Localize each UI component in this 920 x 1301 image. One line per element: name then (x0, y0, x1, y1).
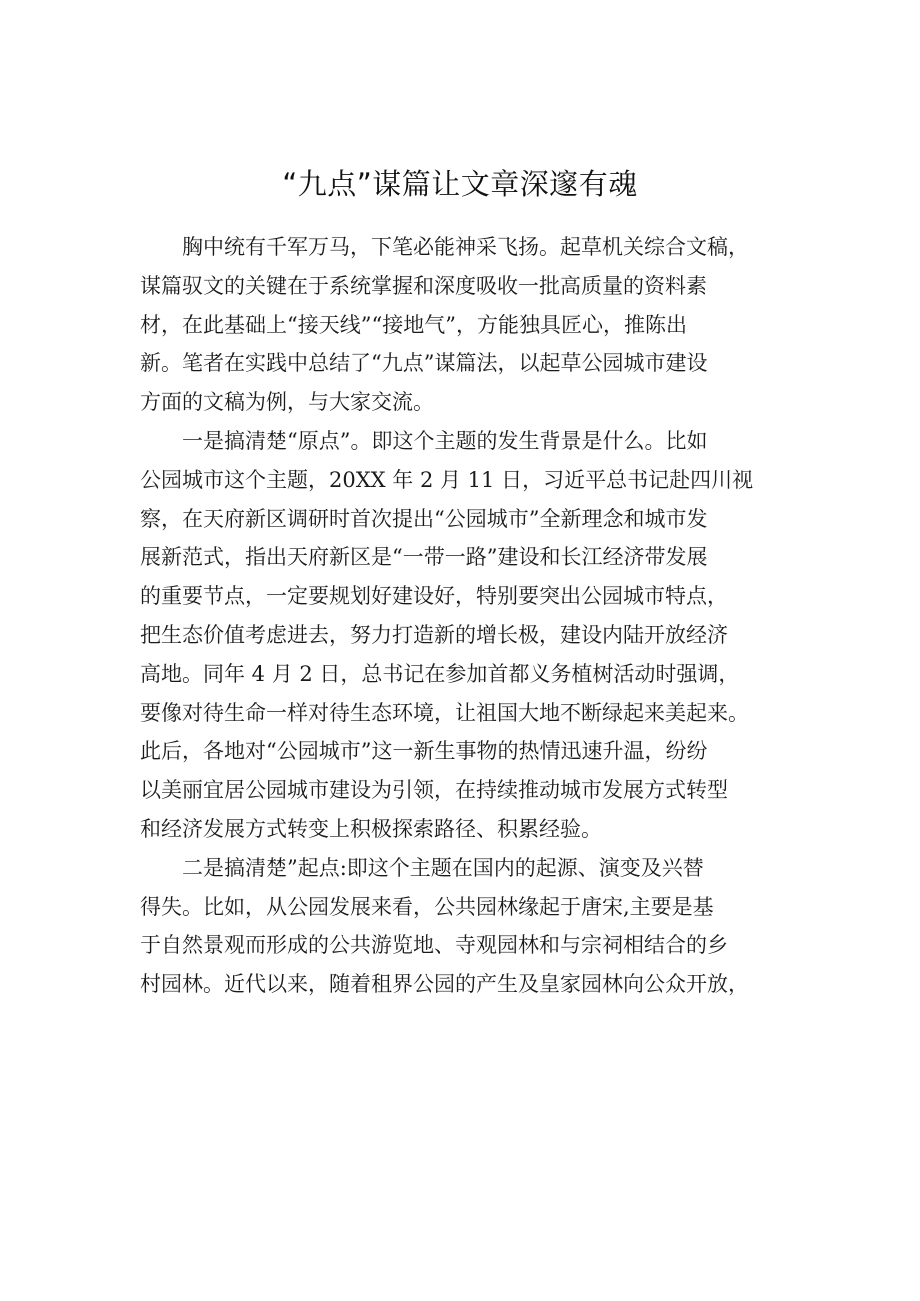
text-line: 胸中统有千军万马，下笔必能神采飞扬。起草机关综合文稿， (140, 235, 749, 259)
text-line: 高地。同年 4 月 2 日，总书记在参加首都义务植树活动时强调， (140, 661, 740, 686)
text-line: 和经济发展方式转变上积极探索路径、积累经验。 (140, 816, 602, 841)
text-line: 于自然景观而形成的公共游览地、寺观园林和与宗祠相结合的乡 (140, 933, 728, 958)
text-line: 新。笔者在实践中总结了“九点”谋篇法，以起草公园城市建设 (140, 351, 708, 376)
text-line: 此后，各地对“公园城市”这一新生事物的热情迅速升温，纷纷 (140, 739, 708, 764)
text-line: 展新范式，指出天府新区是“一带一路”建设和长江经济带发展 (140, 545, 708, 570)
text-line: 察，在天府新区调研时首次提出“公园城市”全新理念和城市发 (140, 506, 708, 531)
text-line: 的重要节点，一定要规划好建设好，特别要突出公园城市特点， (140, 584, 728, 609)
text-line: 把生态价值考虑进去，努力打造新的增长极，建设内陆开放经济 (140, 622, 728, 647)
text-line: 方面的文稿为例，与大家交流。 (140, 390, 434, 415)
paragraph-2 (140, 422, 780, 849)
page-title: “九点”谋篇让文章深邃有魂 (282, 167, 638, 201)
text-line: 一是搞清楚“原点”。即这个主题的发生背景是什么。比如 (140, 428, 708, 453)
paragraph-1 (140, 228, 780, 422)
paragraph-3 (140, 849, 780, 1004)
text-line: 以美丽宜居公园城市建设为引领，在持续推动城市发展方式转型 (140, 778, 728, 803)
text-line: 材，在此基础上“接天线”“接地气”，方能独具匠心，推陈出 (140, 312, 687, 337)
text-line: 二是搞清楚”起点:即这个主题在国内的起源、演变及兴替 (140, 855, 704, 880)
text-line: 公园城市这个主题，20XX 年 2 月 11 日，习近平总书记赴四川视 (140, 467, 754, 492)
document-body (140, 228, 780, 1004)
text-line: 要像对待生命一样对待生态环境，让祖国大地不断绿起来美起来。 (140, 700, 749, 725)
text-line: 谋篇驭文的关键在于系统掌握和深度吸收一批高质量的资料素 (140, 273, 707, 298)
text-line: 得失。比如，从公园发展来看，公共园林缘起于唐宋,主要是基 (140, 894, 714, 919)
text-line: 村园林。近代以来，随着租界公园的产生及皇家园林向公众开放， (140, 972, 749, 997)
